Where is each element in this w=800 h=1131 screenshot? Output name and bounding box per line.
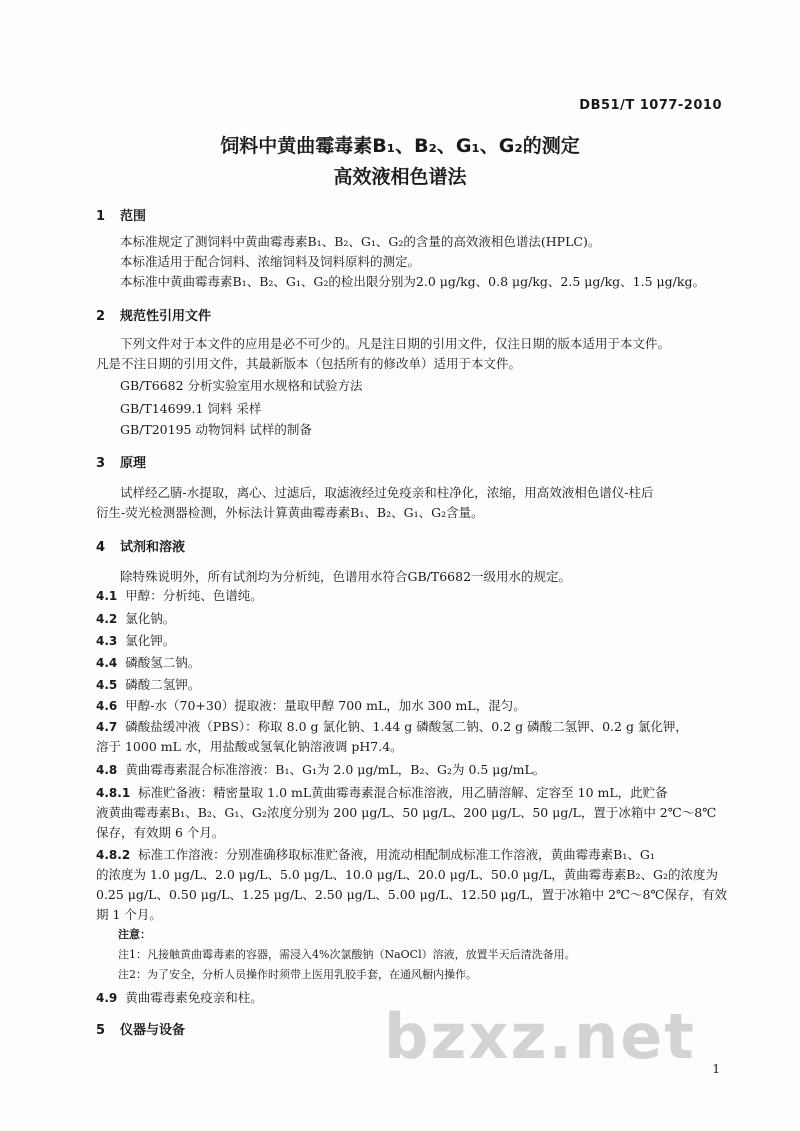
paragraph: 凡是不注日期的引用文件，其最新版本（包括所有的修改单）适用于本文件。 bbox=[96, 356, 522, 371]
section-number: 4 bbox=[96, 540, 106, 555]
reagent-item bbox=[96, 653, 724, 673]
paragraph: 除特殊说明外，所有试剂均为分析纯，色谱用水符合GB/T6682一级用水的规定。 bbox=[120, 569, 572, 584]
reagent-item bbox=[96, 675, 724, 695]
item-number: 4.7 bbox=[96, 720, 118, 734]
paragraph: 本标准中黄曲霉毒素B₁、B₂、G₁、G₂的检出限分别为2.0 μg/kg、0.8 μg/kg、2.5 μg/kg、1.5 μg/kg。 bbox=[120, 274, 705, 289]
reference-item: GB/T6682 分析实验室用水规格和试验方法 bbox=[120, 378, 363, 393]
item-text: 甲醇-水（70+30）提取液：量取甲醇 700 mL，加水 300 mL，混匀。 bbox=[125, 698, 526, 713]
item-number: 4.8.2 bbox=[96, 848, 131, 862]
section-title: 范围 bbox=[120, 209, 147, 224]
paragraph: 溶于 1000 mL 水，用盐酸或氢氧化钠溶液调 pH7.4。 bbox=[96, 739, 403, 754]
paragraph: 本标准规定了测饲料中黄曲霉毒素B₁、B₂、G₁、G₂的含量的高效液相色谱法(HPLC)。 bbox=[120, 234, 601, 249]
document-title: 饲料中黄曲霉毒素B₁、B₂、G₁、G₂的测定 bbox=[220, 135, 580, 157]
section-heading-scope bbox=[96, 205, 146, 224]
item-text: 甲醇：分析纯、色谱纯。 bbox=[125, 588, 263, 603]
reagent-item bbox=[96, 760, 724, 780]
reference-item: GB/T14699.1 饲料 采样 bbox=[120, 401, 262, 416]
item-text: 氯化钾。 bbox=[125, 633, 176, 648]
paragraph: 衍生-荧光检测器检测，外标法计算黄曲霉毒素B₁、B₂、G₁、G₂含量。 bbox=[96, 505, 484, 520]
reagent-item bbox=[96, 609, 724, 629]
item-number: 4.3 bbox=[96, 634, 118, 648]
section-number: 5 bbox=[96, 1023, 106, 1038]
standard-number: DB51/T 1077-2010 bbox=[579, 98, 722, 113]
reagent-item bbox=[96, 717, 724, 737]
item-text: 黄曲霉毒素免疫亲和柱。 bbox=[125, 990, 263, 1005]
paragraph: 本标准适用于配合饲料、浓缩饲料及饲料原料的测定。 bbox=[120, 254, 421, 269]
section-title: 规范性引用文件 bbox=[120, 309, 212, 324]
item-number: 4.5 bbox=[96, 678, 118, 692]
section-heading-reagents bbox=[96, 536, 185, 555]
item-number: 4.8.1 bbox=[96, 786, 131, 800]
paragraph: 0.25 μg/L、0.50 μg/L、1.25 μg/L、2.50 μg/L、5.00 μg/L、12.50 μg/L，置于冰箱中 2℃～8℃保存，有效 bbox=[96, 887, 727, 902]
section-heading-references bbox=[96, 305, 211, 324]
section-title: 原理 bbox=[120, 456, 147, 471]
reference-item: GB/T20195 动物饲料 试样的制备 bbox=[120, 422, 312, 437]
item-text: 磷酸盐缓冲液（PBS）：称取 8.0 g 氯化钠、1.44 g 磷酸氢二钠、0.2 g 磷酸二氢钾、0.2 g 氯化钾， bbox=[125, 719, 688, 734]
item-number: 4.8 bbox=[96, 763, 118, 777]
note-heading: 注意： bbox=[118, 928, 151, 941]
section-title: 试剂和溶液 bbox=[120, 540, 186, 555]
item-text: 标准贮备液：精密量取 1.0 mL黄曲霉毒素混合标准溶液，用乙腈溶解、定容至 10 mL，此贮备 bbox=[138, 785, 668, 800]
item-number: 4.6 bbox=[96, 699, 118, 713]
paragraph: 的浓度为 1.0 μg/L、2.0 μg/L、5.0 μg/L、10.0 μg/L、20.0 μg/L、50.0 μg/L，黄曲霉毒素B₂、G₂的浓度为 bbox=[96, 867, 718, 882]
item-text: 标准工作溶液：分别准确移取标准贮备液，用流动相配制成标准工作溶液，黄曲霉毒素B₁、G₁ bbox=[138, 847, 655, 862]
document-subtitle: 高效液相色谱法 bbox=[333, 166, 467, 188]
section-heading-instruments bbox=[96, 1019, 185, 1038]
section-number: 2 bbox=[96, 309, 106, 324]
paragraph: 下列文件对于本文件的应用是必不可少的。凡是注日期的引用文件，仅注日期的版本适用于本文件。 bbox=[120, 336, 671, 351]
item-text: 黄曲霉毒素混合标准溶液：B₁、G₁为 2.0 μg/mL，B₂、G₂为 0.5 μg/mL。 bbox=[125, 762, 546, 777]
reagent-subitem bbox=[96, 845, 724, 865]
section-number: 1 bbox=[96, 209, 106, 224]
page-number: 1 bbox=[712, 1062, 720, 1076]
watermark: bzxz.net bbox=[384, 1000, 696, 1073]
reagent-item bbox=[96, 631, 724, 651]
item-number: 4.9 bbox=[96, 991, 118, 1005]
section-heading-principle bbox=[96, 452, 146, 471]
item-number: 4.4 bbox=[96, 656, 118, 670]
item-text: 氯化钠。 bbox=[125, 611, 176, 626]
reagent-subitem bbox=[96, 783, 724, 803]
paragraph: 期 1 个月。 bbox=[96, 907, 162, 922]
paragraph: 保存，有效期 6 个月。 bbox=[96, 825, 225, 840]
item-text: 磷酸氢二钠。 bbox=[125, 655, 201, 670]
item-number: 4.1 bbox=[96, 589, 118, 603]
reagent-item bbox=[96, 696, 724, 716]
note: 注1：凡接触黄曲霉毒素的容器，需浸入4%次氯酸钠（NaOCl）溶液，放置半天后清洗备用。 bbox=[118, 948, 576, 961]
paragraph: 试样经乙腈-水提取，离心、过滤后，取滤液经过免疫亲和柱净化，浓缩，用高效液相色谱仪-柱后 bbox=[120, 485, 654, 500]
section-title: 仪器与设备 bbox=[120, 1023, 186, 1038]
note: 注2：为了安全，分析人员操作时须带上医用乳胶手套，在通风橱内操作。 bbox=[118, 968, 477, 981]
reagent-item bbox=[96, 586, 724, 606]
section-number: 3 bbox=[96, 456, 106, 471]
paragraph: 液黄曲霉毒素B₁、B₂、G₁、G₂浓度分别为 200 μg/L、50 μg/L、200 μg/L、50 μg/L，置于冰箱中 2℃～8℃ bbox=[96, 805, 717, 820]
item-number: 4.2 bbox=[96, 612, 118, 626]
item-text: 磷酸二氢钾。 bbox=[125, 677, 201, 692]
